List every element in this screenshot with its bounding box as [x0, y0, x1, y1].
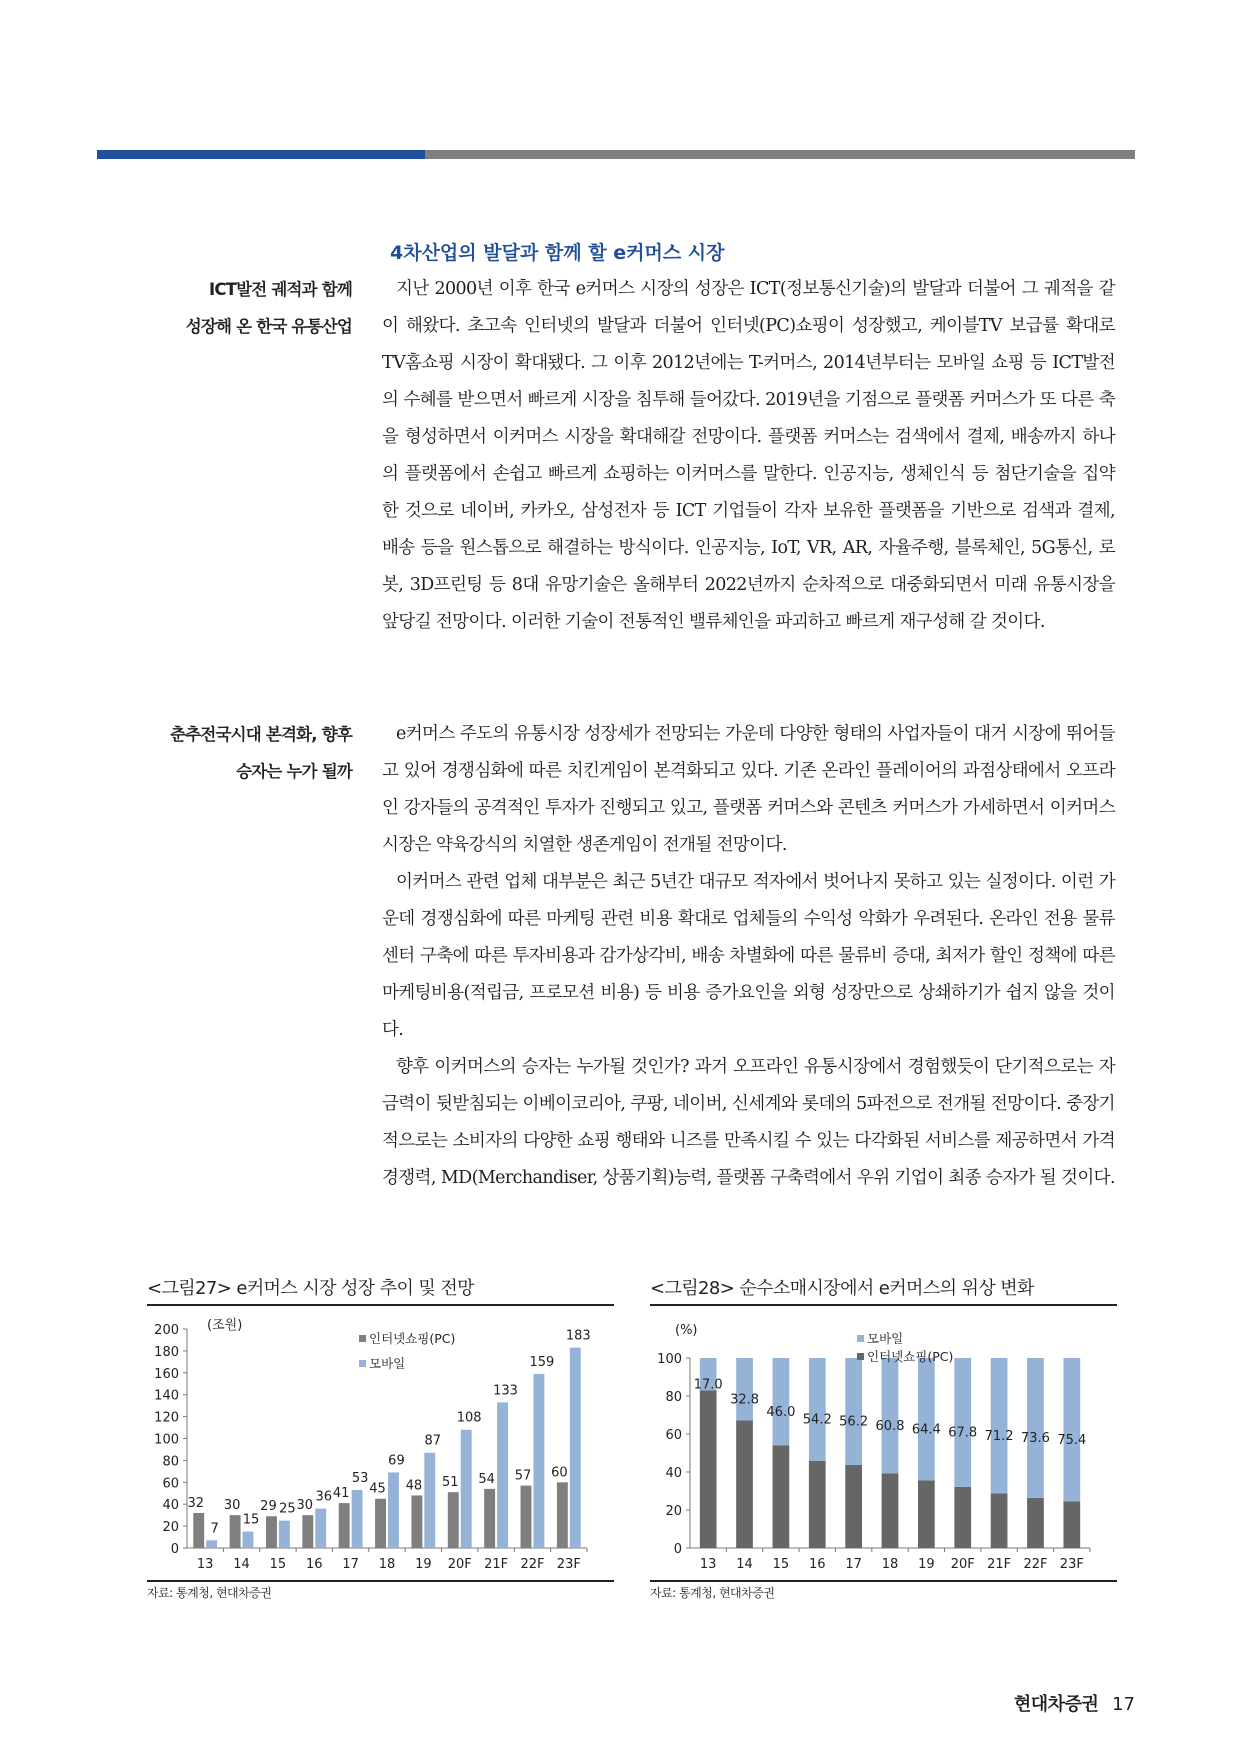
- page-number: 17: [1112, 1694, 1135, 1715]
- y-tick-label: 180: [154, 1344, 179, 1360]
- unit-label: (조원): [207, 1318, 243, 1333]
- data-label: 108: [456, 1410, 482, 1426]
- data-label: 15: [242, 1512, 260, 1528]
- bar-pc: [845, 1465, 862, 1548]
- bar-mobile: [461, 1430, 472, 1548]
- data-label: 25: [279, 1501, 296, 1517]
- bar-pc: [773, 1445, 790, 1548]
- bar-pc: [266, 1516, 277, 1548]
- bar-mobile: [736, 1358, 753, 1420]
- y-tick-label: 60: [162, 1476, 179, 1492]
- x-tick-label: 23F: [1059, 1557, 1084, 1572]
- data-label: 30: [223, 1498, 241, 1514]
- x-tick-label: 19: [415, 1557, 432, 1572]
- header-bar-gray: [425, 150, 1135, 159]
- data-label: 60: [551, 1465, 568, 1481]
- legend-label-pc: 인터넷쇼핑(PC): [867, 1349, 954, 1364]
- y-tick-label: 80: [162, 1454, 179, 1470]
- data-label: 45: [369, 1481, 386, 1497]
- y-tick-label: 60: [665, 1428, 682, 1443]
- figure-27-chart: [147, 1310, 614, 1582]
- bar-pc: [411, 1495, 422, 1548]
- bar-mobile: [497, 1402, 508, 1548]
- header-bar-blue: [97, 150, 425, 159]
- figure-28-chart: [650, 1310, 1117, 1582]
- x-tick-label: 17: [342, 1557, 359, 1572]
- x-tick-label: 13: [699, 1557, 717, 1572]
- bar-pc: [918, 1480, 935, 1548]
- data-label: 51: [441, 1475, 459, 1491]
- data-label: 67.8: [948, 1425, 978, 1441]
- bar-pc: [484, 1489, 495, 1548]
- legend-label-pc: 인터넷쇼핑(PC): [369, 1331, 456, 1346]
- bar-pc: [302, 1515, 313, 1548]
- legend-swatch-mobile: [857, 1335, 864, 1342]
- x-tick-label: 23F: [556, 1557, 581, 1572]
- figure-28-source: 자료: 통계청, 현대차증권: [650, 1586, 775, 1600]
- unit-label: (%): [675, 1323, 698, 1338]
- x-tick-label: 22F: [520, 1557, 545, 1572]
- bar-pc: [193, 1513, 204, 1548]
- bar-pc: [700, 1390, 717, 1548]
- data-label: 36: [315, 1489, 333, 1505]
- figure-27-bottom-rule: [147, 1580, 614, 1582]
- bar-mobile: [809, 1358, 826, 1461]
- bar-pc: [375, 1499, 386, 1548]
- bar-mobile: [991, 1358, 1008, 1493]
- page-footer: [1014, 1690, 1135, 1716]
- bar-mobile: [773, 1358, 790, 1445]
- data-label: 71.2: [984, 1428, 1014, 1444]
- bar-pc: [882, 1474, 899, 1548]
- bar-pc: [1063, 1501, 1080, 1548]
- bar-mobile: [206, 1540, 217, 1548]
- y-tick-label: 40: [162, 1498, 179, 1514]
- x-tick-label: 13: [196, 1557, 214, 1572]
- side-label-line: ICT발전 궤적과 함께: [209, 280, 352, 299]
- bar-pc: [991, 1493, 1008, 1548]
- side-label-ict: [122, 271, 352, 345]
- y-tick-label: 200: [154, 1323, 179, 1338]
- x-tick-label: 15: [772, 1557, 790, 1572]
- side-label-line: 성장해 온 한국 유통산업: [185, 317, 352, 336]
- body-text-section-1: [382, 271, 1115, 641]
- data-label: 60.8: [875, 1418, 905, 1434]
- x-tick-label: 18: [378, 1557, 396, 1572]
- side-label-competition: [122, 716, 352, 790]
- data-label: 32.8: [730, 1392, 760, 1408]
- legend-swatch-pc: [857, 1353, 864, 1360]
- y-tick-label: 100: [154, 1432, 179, 1448]
- paragraph: 향후 이커머스의 승자는 누가될 것인가? 과거 오프라인 유통시장에서 경험했듯이 단기적으로는 자금력이 뒷받침되는 이베이코리아, 쿠팡, 네이버, 신세계와 롯데의 5파전으로 전개될 전망이다. 중장기적으로는 소비자의 다양한 쇼핑 행태와 니즈를 만족시킬 수 있는 다각화된 서비스를 제공하면서 가격 경쟁력, MD(Merchandiser, 상품기획)능력, 플랫폼 구축력에서 우위 기업이 최종 승자가 될 것이다.: [382, 1057, 1115, 1188]
- x-tick-label: 18: [881, 1557, 899, 1572]
- data-label: 87: [424, 1433, 442, 1449]
- figure-27-title: <그림27> e커머스 시장 성장 추이 및 전망: [147, 1274, 614, 1306]
- x-tick-label: 20F: [447, 1557, 472, 1572]
- data-label: 57: [514, 1468, 532, 1484]
- bar-mobile: [570, 1348, 581, 1548]
- side-label-line: 춘추전국시대 본격화, 향후: [170, 725, 352, 744]
- bar-pc: [230, 1515, 241, 1548]
- data-label: 29: [260, 1499, 277, 1515]
- y-tick-label: 120: [154, 1410, 179, 1426]
- bar-pc: [954, 1487, 971, 1548]
- y-tick-label: 40: [665, 1466, 682, 1481]
- x-tick-label: 16: [305, 1557, 323, 1572]
- y-tick-label: 80: [665, 1390, 682, 1405]
- data-label: 54: [478, 1471, 495, 1487]
- data-label: 30: [296, 1498, 314, 1514]
- y-tick-label: 0: [673, 1542, 682, 1557]
- bar-mobile: [954, 1358, 971, 1487]
- bar-pc: [339, 1503, 350, 1548]
- y-tick-label: 140: [154, 1388, 179, 1404]
- data-label: 53: [351, 1470, 369, 1486]
- bar-mobile: [918, 1358, 935, 1480]
- bar-pc: [521, 1486, 532, 1548]
- paragraph: e커머스 주도의 유통시장 성장세가 전망되는 가운데 다양한 형태의 사업자들이 대거 시장에 뛰어들고 있어 경쟁심화에 따른 치킨게임이 본격화되고 있다. 기존 온라인 플레이어의 과점상태에서 오프라인 강자들의 공격적인 투자가 진행되고 있고, 플랫폼 커머스와 콘텐츠 커머스가 가세하면서 이커머스 시장은 약육강식의 치열한 생존게임이 전개될 전망이다.: [382, 724, 1115, 855]
- legend-label-mobile: 모바일: [867, 1331, 904, 1346]
- data-label: 56.2: [839, 1414, 869, 1430]
- y-tick-label: 160: [154, 1366, 179, 1382]
- data-label: 183: [565, 1328, 591, 1344]
- bar-mobile: [315, 1509, 326, 1548]
- data-label: 159: [529, 1354, 555, 1370]
- side-label-line: 승자는 누가 될까: [236, 762, 352, 781]
- data-label: 32: [187, 1495, 205, 1511]
- y-tick-label: 20: [665, 1504, 682, 1519]
- bar-mobile: [533, 1374, 544, 1548]
- x-tick-label: 21F: [484, 1557, 509, 1572]
- paragraph: 이커머스 관련 업체 대부분은 최근 5년간 대규모 적자에서 벗어나지 못하고 있는 실정이다. 이런 가운데 경쟁심화에 따른 마케팅 관련 비용 확대로 업체들의 수익성 악화가 우려된다. 온라인 전용 물류센터 구축에 따른 투자비용과 감가상각비, 배송 차별화에 따른 물류비 증대, 최저가 할인 정책에 따른 마케팅비용(적립금, 프로모션 비용) 등 비용 증가요인을 외형 성장만으로 상쇄하기가 쉽지 않을 것이다.: [382, 872, 1115, 1040]
- x-tick-label: 14: [233, 1557, 250, 1572]
- x-tick-label: 15: [269, 1557, 287, 1572]
- bar-mobile: [1063, 1358, 1080, 1501]
- data-label: 69: [388, 1453, 405, 1469]
- legend-swatch-pc: [359, 1335, 366, 1342]
- bar-pc: [736, 1420, 753, 1548]
- section-title: 4차산업의 발달과 함께 할 e커머스 시장: [390, 242, 725, 264]
- figure-28-title: <그림28> 순수소매시장에서 e커머스의 위상 변화: [650, 1274, 1117, 1306]
- data-label: 41: [332, 1486, 350, 1502]
- legend-swatch-mobile: [359, 1360, 366, 1367]
- data-label: 48: [405, 1478, 423, 1494]
- data-label: 64.4: [911, 1422, 941, 1438]
- x-tick-label: 16: [808, 1557, 826, 1572]
- data-label: 73.6: [1020, 1431, 1050, 1447]
- data-label: 133: [493, 1383, 518, 1399]
- y-tick-label: 0: [170, 1542, 179, 1557]
- bar-pc: [448, 1492, 459, 1548]
- data-label: 75.4: [1057, 1432, 1087, 1448]
- footer-brand: 현대차증권: [1013, 1694, 1099, 1715]
- x-tick-label: 22F: [1023, 1557, 1048, 1572]
- bar-mobile: [882, 1358, 899, 1474]
- x-tick-label: 19: [918, 1557, 935, 1572]
- bar-mobile: [388, 1472, 399, 1548]
- bar-pc: [809, 1461, 826, 1548]
- data-label: 17.0: [693, 1377, 723, 1393]
- x-tick-label: 14: [736, 1557, 753, 1572]
- x-tick-label: 21F: [987, 1557, 1012, 1572]
- paragraph: 지난 2000년 이후 한국 e커머스 시장의 성장은 ICT(정보통신기술)의 발달과 더불어 그 궤적을 같이 해왔다. 초고속 인터넷의 발달과 더불어 인터넷(PC)쇼핑이 성장했고, 케이블TV 보급률 확대로 TV홈쇼핑 시장이 확대됐다. 그 이후 2012년에는 T-커머스, 2014년부터는 모바일 쇼핑 등 ICT발전의 수혜를 받으면서 빠르게 시장을 침투해 들어갔다. 2019년을 기점으로 플랫폼 커머스가 또 다른 축을 형성하면서 이커머스 시장을 확대해갈 전망이다. 플랫폼 커머스는 검색에서 결제, 배송까지 하나의 플랫폼에서 손쉽고 빠르게 쇼핑하는 이커머스를 말한다. 인공지능, 생체인식 등 첨단기술을 집약한 것으로 네이버, 카카오, 삼성전자 등 ICT 기업들이 각자 보유한 플랫폼을 기반으로 검색과 결제, 배송 등을 원스톱으로 해결하는 방식이다. 인공지능, IoT, VR, AR, 자율주행, 블록체인, 5G통신, 로봇, 3D프린팅 등 8대 유망기술은 올해부터 2022년까지 순차적으로 대중화되면서 미래 유통시장을 앞당길 전망이다. 이러한 기술이 전통적인 밸류체인을 파괴하고 빠르게 재구성해 갈 것이다.: [382, 279, 1115, 632]
- figure-27-source: 자료: 통계청, 현대차증권: [147, 1586, 272, 1600]
- bar-mobile: [845, 1358, 862, 1465]
- x-tick-label: 17: [845, 1557, 862, 1572]
- legend-label-mobile: 모바일: [369, 1356, 406, 1371]
- y-tick-label: 100: [657, 1352, 682, 1367]
- data-label: 7: [210, 1521, 219, 1537]
- body-text-section-2: [382, 716, 1115, 1197]
- bar-mobile: [1027, 1358, 1044, 1498]
- data-label: 46.0: [766, 1404, 796, 1420]
- bar-mobile: [424, 1453, 435, 1548]
- bar-pc: [1027, 1498, 1044, 1548]
- x-tick-label: 20F: [950, 1557, 975, 1572]
- bar-pc: [557, 1482, 568, 1548]
- data-label: 54.2: [802, 1412, 832, 1428]
- bar-mobile: [243, 1532, 254, 1548]
- y-tick-label: 20: [162, 1520, 179, 1536]
- bar-mobile: [352, 1490, 363, 1548]
- bar-mobile: [279, 1521, 290, 1548]
- figure-28-bottom-rule: [650, 1580, 1117, 1582]
